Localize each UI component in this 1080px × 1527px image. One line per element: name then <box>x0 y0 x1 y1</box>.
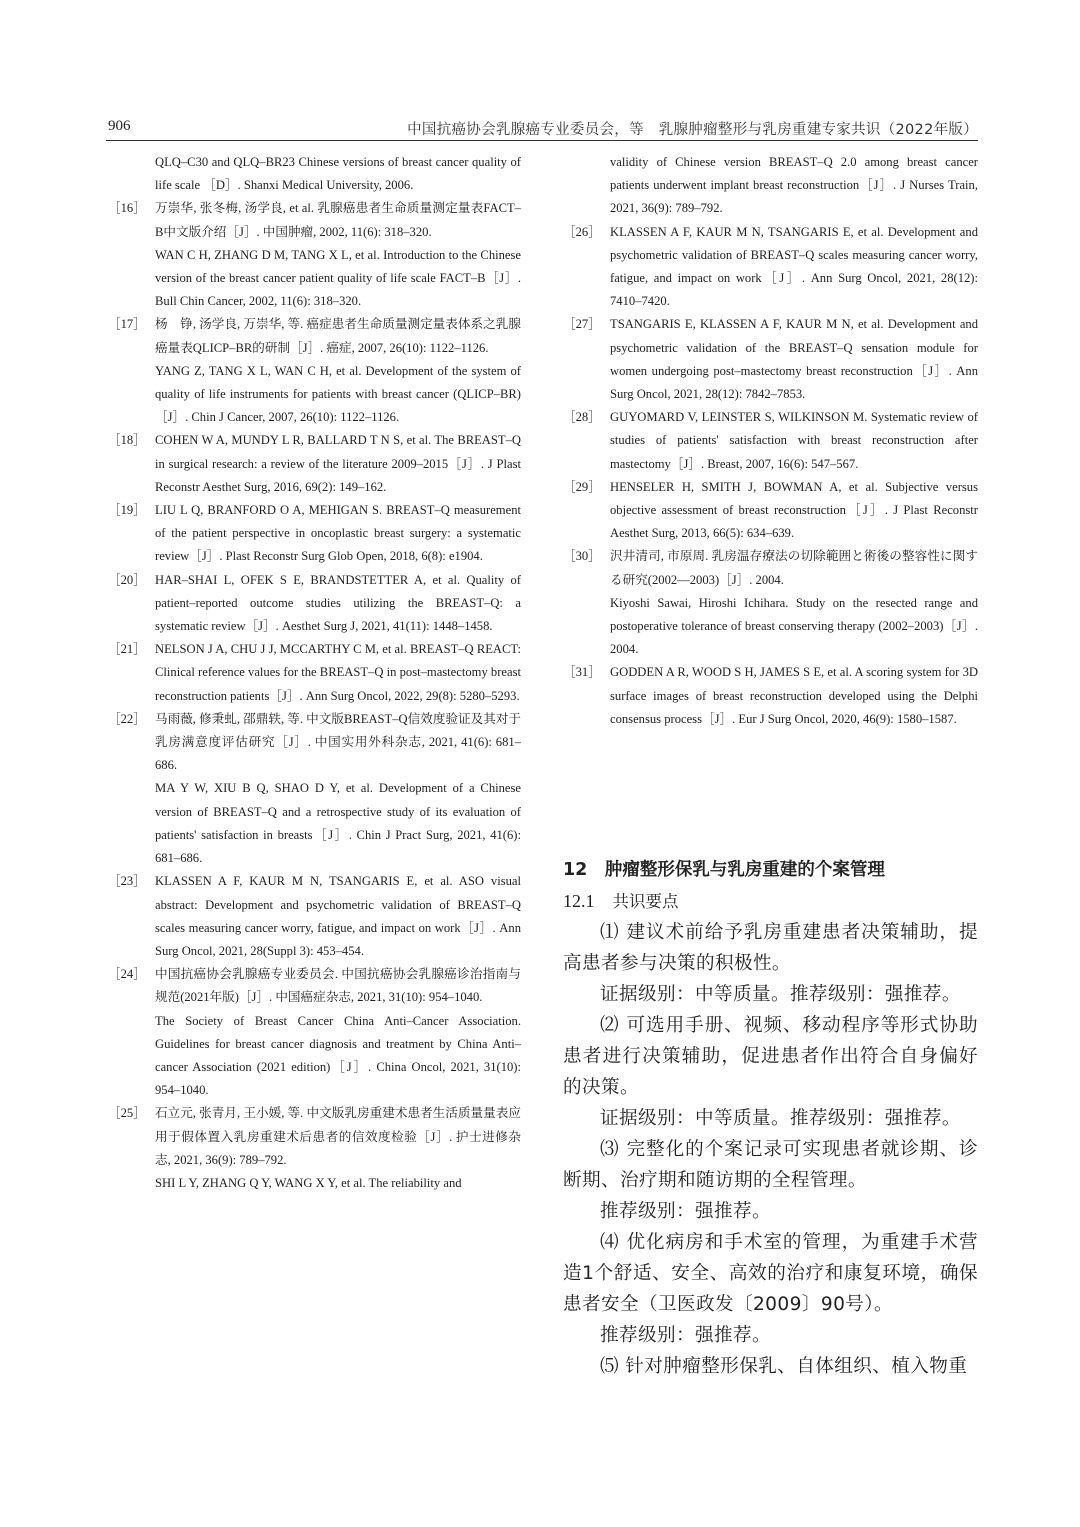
reference-item <box>108 313 521 429</box>
reference-number: ［28］ <box>563 410 601 425</box>
section-12 <box>563 855 978 1382</box>
reference-text: 中国抗癌协会乳腺癌专业委员会. 中国抗癌协会乳腺癌诊治指南与规范(2021年版)［J］. 中国癌症杂志, 2021, 31(10): 954–1040. <box>155 967 521 1005</box>
reference-item <box>563 661 978 731</box>
section-paragraph: ⑸ 针对肿瘤整形保乳、自体组织、植入物重 <box>600 1356 968 1377</box>
reference-number: ［31］ <box>563 665 601 680</box>
reference-number: ［24］ <box>108 967 146 982</box>
reference-text: TSANGARIS E, KLASSEN A F, KAUR M N, et al. Development and psychometric validation of the BREAST–Q sensation module for women undergoing post–mastectomy breast reconstruction［J］. Ann Surg Oncol, 2021, 28(12): 7842–7853. <box>610 317 978 402</box>
section-paragraph: ⑷ 优化病房和手术室的管理，为重建手术营造1个舒适、安全、高效的治疗和康复环境，确保患者安全（卫医政发〔2009〕90号）。 <box>563 1232 978 1315</box>
reference-text: LIU L Q, BRANFORD O A, MEHIGAN S. BREAST–Q measurement of the patient perspective in oncoplastic breast surgery: a systematic review［J］. Plast Reconstr Surg Glob Open, 2018, 6(8): e1904. <box>155 503 521 564</box>
reference-number: ［21］ <box>108 642 146 657</box>
reference-text: YANG Z, TANG X L, WAN C H, et al. Development of the system of quality of life instruments for patients with breast cancer (QLICP–BR)［J］. Chin J Cancer, 2007, 26(10): 1122–1126. <box>155 363 521 425</box>
reference-text: The Society of Breast Cancer China Anti–Cancer Association. Guidelines for breast cancer diagnosis and treatment by China Anti–cancer Association (2021 edition)［J］. China Oncol, 2021, 31(10): 954–1040. <box>155 1013 521 1098</box>
reference-item <box>108 151 521 197</box>
reference-text: QLQ–C30 and QLQ–BR23 Chinese versions of breast cancer quality of life scale ［D］. Shanxi Medical University, 2006. <box>155 155 521 193</box>
page-header <box>106 116 978 141</box>
reference-item <box>108 963 521 1102</box>
reference-number: ［22］ <box>108 711 146 726</box>
reference-text: NELSON J A, CHU J J, MCCARTHY C M, et al. BREAST–Q REACT: Clinical reference values for the BREAST–Q in post–mastectomy breast reconstruction patients［J］. Ann Surg Oncol, 2022, 29(8): 5280–5293. <box>155 642 521 703</box>
reference-item <box>563 406 978 476</box>
reference-item <box>108 1102 521 1195</box>
running-title: 中国抗癌协会乳腺癌专业委员会，等 乳腺肿瘤整形与乳房重建专家共识（2022年版） <box>407 122 978 138</box>
reference-number: ［17］ <box>108 317 146 332</box>
reference-number: ［27］ <box>563 317 601 332</box>
reference-text: SHI L Y, ZHANG Q Y, WANG X Y, et al. The reliability and <box>155 1175 462 1190</box>
reference-text: 万崇华, 张冬梅, 汤学良, et al. 乳腺癌患者生命质量测定量表FACT–B中文版介绍［J］. 中国肿瘤, 2002, 11(6): 318–320. <box>155 201 521 239</box>
reference-item <box>108 197 521 313</box>
section-paragraph: 推荐级别：强推荐。 <box>600 1325 771 1346</box>
reference-text: GUYOMARD V, LEINSTER S, WILKINSON M. Systematic review of studies of patients' satisfaction with breast reconstruction after mastectomy［J］. Breast, 2007, 16(6): 547–567. <box>610 410 978 471</box>
reference-text: 马雨薇, 修秉虬, 邵鼎轶, 等. 中文版BREAST–Q信效度验证及其对于乳房满意度评估研究［J］. 中国实用外科杂志, 2021, 41(6): 681–686. <box>155 711 521 773</box>
reference-item <box>108 870 521 963</box>
reference-number: ［26］ <box>563 224 601 239</box>
reference-text: KLASSEN A F, KAUR M N, TSANGARIS E, et al. ASO visual abstract: Development and psychometric validation of BREAST–Q scales measuring cancer worry, fatigue, and impact on work［J］. Ann Surg Oncol, 2021, 28(Suppl 3): 453–454. <box>155 874 521 958</box>
reference-item <box>108 708 521 870</box>
reference-text: 沢井清司, 市原周. 乳房温存療法の切除範囲と術後の整容性に関する研究(2002—2003)［J］. 2004. <box>610 549 978 587</box>
section-paragraph: ⑶ 完整化的个案记录可实现患者就诊期、诊断期、治疗期和随访期的全程管理。 <box>563 1139 978 1191</box>
section-paragraph: 推荐级别：强推荐。 <box>600 1201 771 1222</box>
reference-item <box>108 499 521 569</box>
reference-number: ［23］ <box>108 874 146 889</box>
reference-text: validity of Chinese version BREAST–Q 2.0 among breast cancer patients underwent implant breast reconstruction［J］. J Nurses Train, 2021, 36(9): 789–792. <box>610 155 978 216</box>
reference-text: HAR–SHAI L, OFEK S E, BRANDSTETTER A, et al. Quality of patient–reported outcome studies utilizing the BREAST–Q: a systematic review［J］. Aesthet Surg J, 2021, 41(11): 1448–1458. <box>155 572 521 634</box>
reference-item <box>563 545 978 661</box>
subsection-number: 12.1 <box>563 891 595 911</box>
reference-item <box>563 313 978 406</box>
reference-number: ［29］ <box>563 479 601 494</box>
reference-number: ［25］ <box>108 1106 146 1121</box>
reference-text: HENSELER H, SMITH J, BOWMAN A, et al. Subjective versus objective assessment of breast reconstruction［J］. J Plast Reconstr Aesthet Surg, 2013, 66(5): 634–639. <box>610 479 978 541</box>
subsection-title <box>563 886 978 917</box>
reference-number: ［16］ <box>108 201 146 216</box>
reference-item <box>563 476 978 546</box>
reference-text: GODDEN A R, WOOD S H, JAMES S E, et al. A scoring system for 3D surface images of breast reconstruction developed using the Delphi consensus process［J］. Eur J Surg Oncol, 2020, 46(9): 1580–1587. <box>610 665 978 726</box>
section-paragraph: 证据级别：中等质量。推荐级别：强推荐。 <box>600 1108 961 1129</box>
reference-item <box>108 429 521 499</box>
references-left-column <box>108 151 521 1195</box>
reference-item <box>563 151 978 221</box>
reference-text: MA Y W, XIU B Q, SHAO D Y, et al. Development of a Chinese version of BREAST–Q and a retrospective study of its evaluation of patients' satisfaction in breasts［J］. Chin J Pract Surg, 2021, 41(6): 681–686. <box>155 781 521 866</box>
reference-item <box>108 638 521 708</box>
reference-text: 石立元, 张青月, 王小媛, 等. 中文版乳房重建术患者生活质量量表应用于假体置入乳房重建术后患者的信效度检验［J］. 护士进修杂志, 2021, 36(9): 789–792. <box>155 1106 521 1167</box>
reference-number: ［20］ <box>108 572 146 587</box>
reference-number: ［19］ <box>108 503 146 518</box>
section-body <box>563 917 978 1382</box>
subsection-label: 共识要点 <box>612 892 679 911</box>
reference-number: ［30］ <box>563 549 601 564</box>
section-paragraph: ⑴ 建议术前给予乳房重建患者决策辅助，提高患者参与决策的积极性。 <box>563 922 978 974</box>
references-right-column <box>563 151 978 731</box>
page-number: 906 <box>108 118 131 134</box>
section-paragraph: 证据级别：中等质量。推荐级别：强推荐。 <box>600 984 961 1005</box>
reference-item <box>108 569 521 639</box>
reference-text: Kiyoshi Sawai, Hiroshi Ichihara. Study on the resected range and postoperative tolerance of breast conserving therapy (2002–2003)［J］. 2004. <box>610 595 978 657</box>
reference-text: 杨 铮, 汤学良, 万崇华, 等. 癌症患者生命质量测定量表体系之乳腺癌量表QLICP–BR的研制［J］. 癌症, 2007, 26(10): 1122–1126. <box>155 317 521 355</box>
reference-number: ［18］ <box>108 433 146 448</box>
section-title: 12 肿瘤整形保乳与乳房重建的个案管理 <box>563 860 885 880</box>
reference-text: WAN C H, ZHANG D M, TANG X L, et al. Introduction to the Chinese version of the breast cancer patient quality of life scale FACT–B［J］. Bull Chin Cancer, 2002, 11(6): 318–320. <box>155 247 521 309</box>
reference-item <box>563 221 978 314</box>
section-paragraph: ⑵ 可选用手册、视频、移动程序等形式协助患者进行决策辅助，促进患者作出符合自身偏好的决策。 <box>563 1015 978 1098</box>
reference-text: COHEN W A, MUNDY L R, BALLARD T N S, et al. The BREAST–Q in surgical research: a review of the literature 2009–2015［J］. J Plast Reconstr Aesthet Surg, 2016, 69(2): 149–162. <box>155 433 521 494</box>
reference-text: KLASSEN A F, KAUR M N, TSANGARIS E, et al. Development and psychometric validation of BREAST–Q scales measuring cancer worry, fatigue, and impact on work［J］. Ann Surg Oncol, 2021, 28(12): 7410–7420. <box>610 224 978 309</box>
